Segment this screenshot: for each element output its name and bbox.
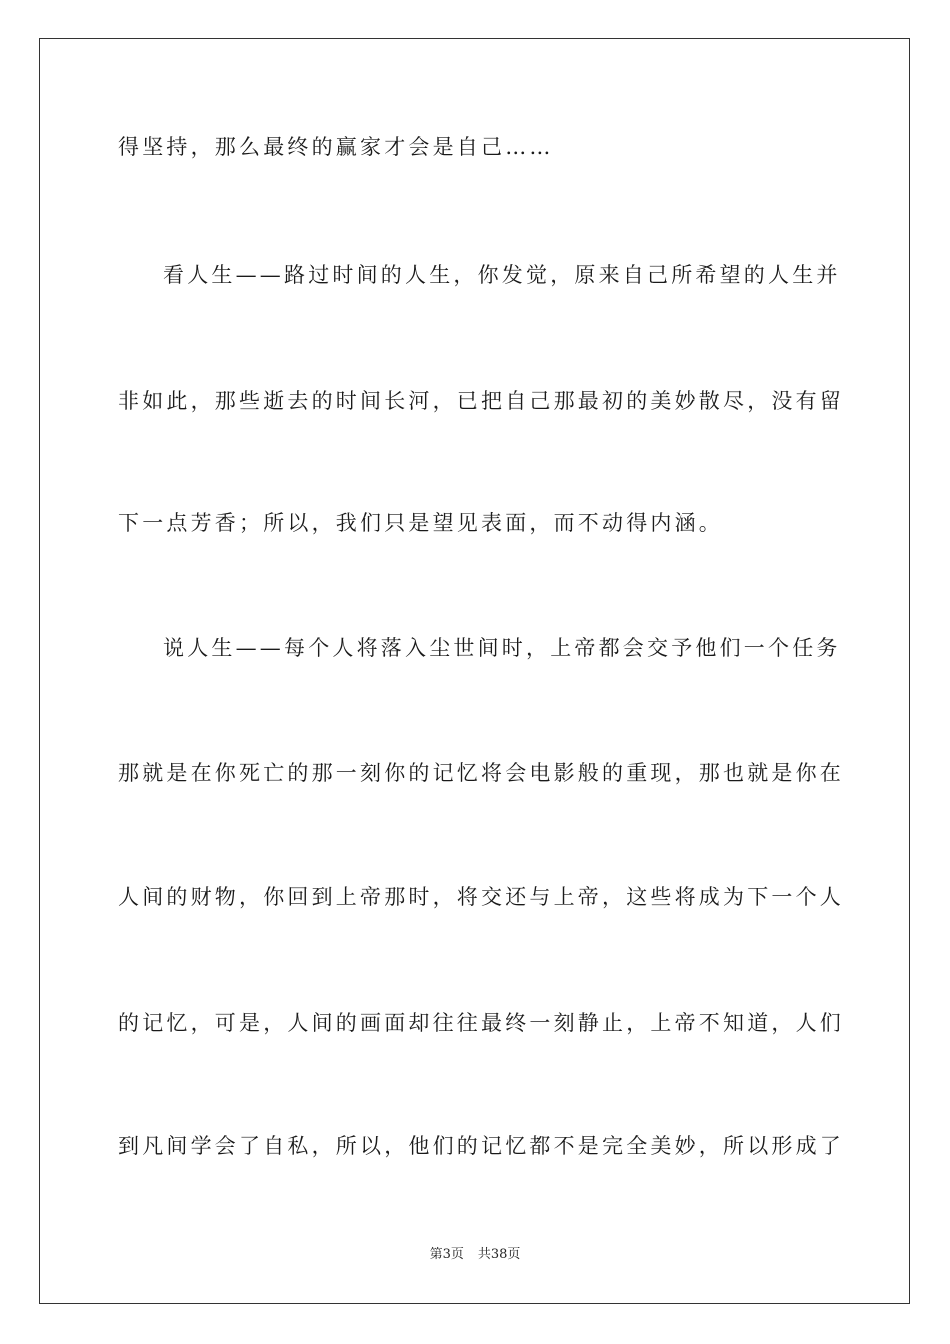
paragraph-line: 看人生——路过时间的人生，你发觉，原来自己所希望的人生并 <box>163 263 841 287</box>
page-border <box>39 38 910 1304</box>
paragraph-line: 那就是在你死亡的那一刻你的记忆将会电影般的重现，那也就是你在 <box>118 761 844 785</box>
paragraph-line: 得坚持，那么最终的赢家才会是自己…… <box>118 135 554 159</box>
paragraph-line: 下一点芳香；所以，我们只是望见表面，而不动得内涵。 <box>118 511 723 535</box>
page-footer <box>0 1246 950 1264</box>
paragraph-line: 非如此，那些逝去的时间长河，已把自己那最初的美妙散尽，没有留 <box>118 389 844 413</box>
paragraph-line: 人间的财物，你回到上帝那时，将交还与上帝，这些将成为下一个人 <box>118 885 844 909</box>
paragraph-line: 到凡间学会了自私，所以，他们的记忆都不是完全美妙，所以形成了 <box>118 1134 844 1158</box>
paragraph-line: 说人生——每个人将落入尘世间时，上帝都会交予他们一个任务 <box>163 636 841 660</box>
page-total: 共38页 <box>477 1247 521 1262</box>
page-number: 第3页 <box>429 1247 464 1262</box>
paragraph-line: 的记忆，可是，人间的画面却往往最终一刻静止，上帝不知道，人们 <box>118 1011 844 1035</box>
